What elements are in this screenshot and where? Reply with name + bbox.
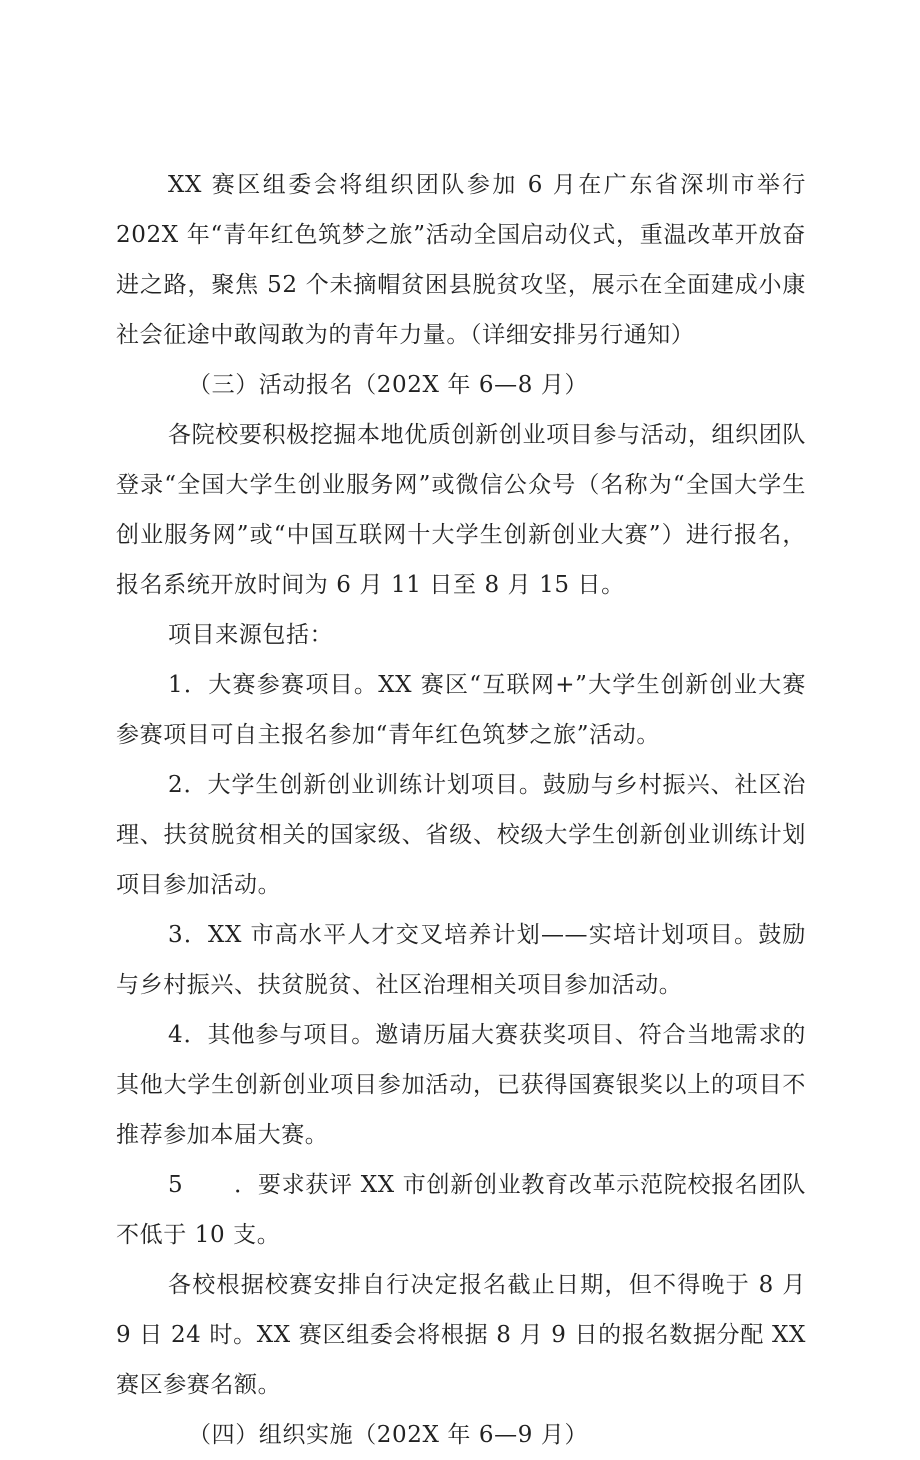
sources-label: 项目来源包括：	[168, 622, 334, 648]
list-item	[116, 910, 806, 1010]
list-item	[116, 660, 806, 760]
item-number: 1	[168, 672, 184, 698]
item-text: ．XX 市高水平人才交叉培养计划——实培计划项目。鼓励与乡村振兴、扶贫脱贫、社区治理相关项目参加活动。	[116, 922, 806, 998]
item-text: ．大赛参赛项目。XX 赛区“互联网+”大学生创新创业大赛参赛项目可自主报名参加“青年红色筑梦之旅”活动。	[116, 672, 806, 748]
list-item	[116, 760, 806, 910]
item-number: 4	[168, 1022, 184, 1048]
deadline-paragraph: 各校根据校赛安排自行决定报名截止日期，但不得晚于 8 月 9 日 24 时。XX 赛区组委会将根据 8 月 9 日的报名数据分配 XX 赛区参赛名额。	[116, 1272, 806, 1398]
item-text: ．要求获评 XX 市创新创业教育改革示范院校报名团队不低于 10 支。	[116, 1172, 806, 1248]
item-number: 5	[168, 1172, 184, 1198]
document-body	[116, 160, 806, 1460]
item-number: 2	[168, 772, 184, 798]
item-number: 3	[168, 922, 184, 948]
item-text: ．其他参与项目。邀请历届大赛获奖项目、符合当地需求的其他大学生创新创业项目参加活动，已获得国赛银奖以上的项目不推荐参加本届大赛。	[116, 1022, 806, 1148]
list-item	[116, 1160, 806, 1260]
intro-paragraph: XX 赛区组委会将组织团队参加 6 月在广东省深圳市举行 202X 年“青年红色筑梦之旅”活动全国启动仪式，重温改革开放奋进之路，聚焦 52 个未摘帽贫困县脱贫攻坚，展示在全面建成小康社会征途中敢闯敢为的青年力量。（详细安排另行通知）	[116, 172, 806, 348]
section4-heading: （四）组织实施（202X 年 6—9 月）	[188, 1422, 589, 1448]
section3-heading: （三）活动报名（202X 年 6—8 月）	[188, 372, 589, 398]
item-text: ．大学生创新创业训练计划项目。鼓励与乡村振兴、社区治理、扶贫脱贫相关的国家级、省级、校级大学生创新创业训练计划项目参加活动。	[116, 772, 806, 898]
section3-paragraph: 各院校要积极挖掘本地优质创新创业项目参与活动，组织团队登录“全国大学生创业服务网”或微信公众号（名称为“全国大学生创业服务网”或“中国互联网十大学生创新创业大赛”）进行报名，报名系统开放时间为 6 月 11 日至 8 月 15 日。	[116, 422, 806, 598]
list-item	[116, 1010, 806, 1160]
